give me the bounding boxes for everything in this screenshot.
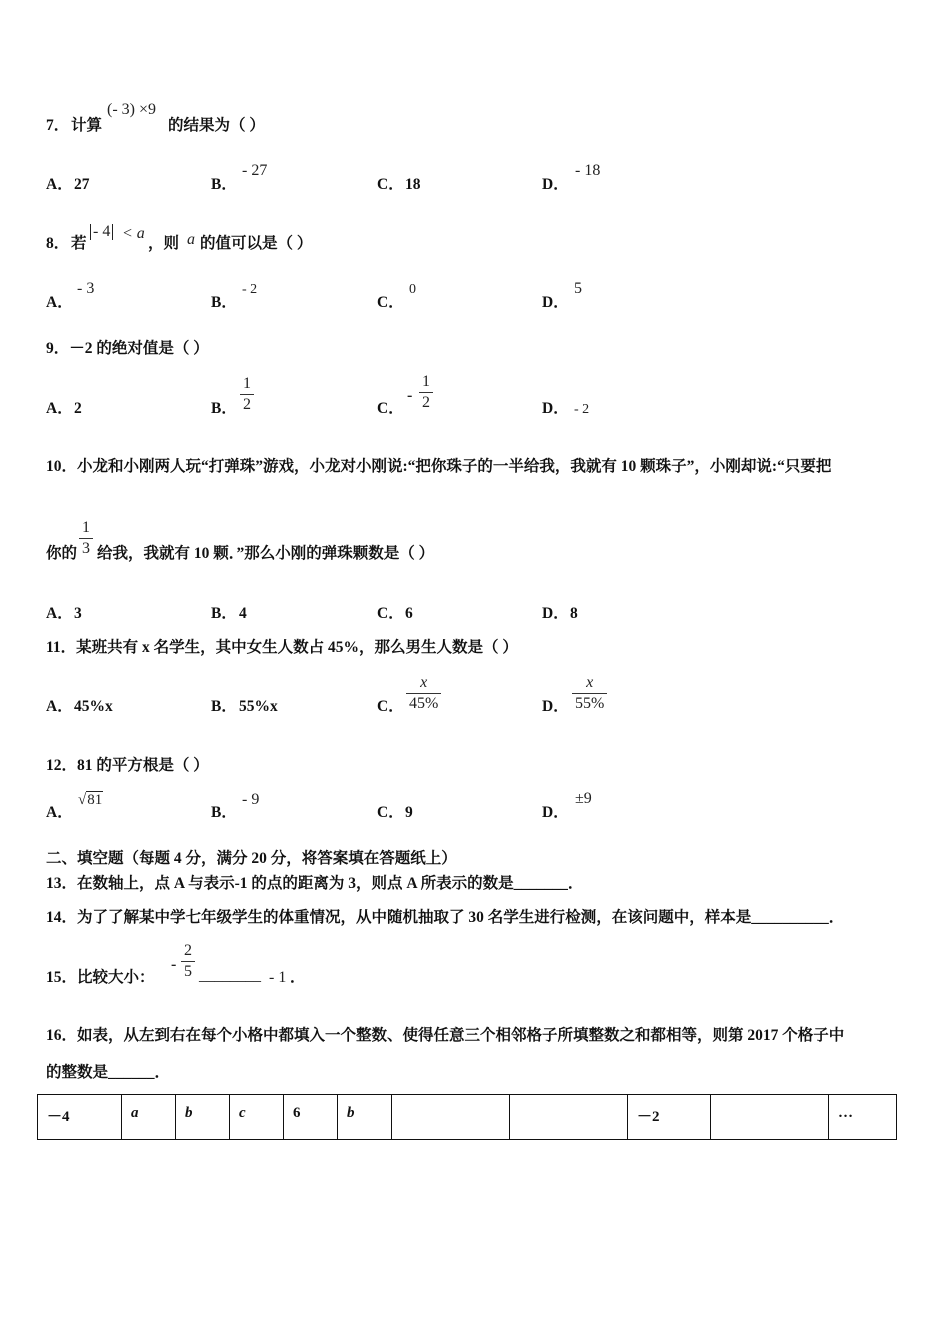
grid-cell-9: －2 (628, 1095, 711, 1140)
q10-option-d-value: 8 (570, 605, 578, 622)
q11-option-d-numerator: x (572, 675, 607, 694)
q10-option-c-label: C． (377, 605, 404, 622)
q11-option-c-denominator: 45% (409, 695, 439, 712)
q8-option-d-value: 5 (574, 280, 582, 297)
q7-expression: (- 3) ×9 (107, 101, 157, 118)
q7-number: 7． (46, 117, 70, 134)
grid-cell-1: －4 (38, 1095, 122, 1140)
q12-option-c-value: 9 (405, 804, 413, 821)
q14-question: 14．为了了解某中学七年级学生的体重情况，从中随机抽取了 30 名学生进行检测，在该问题中，样本是__________． (46, 909, 845, 926)
q15-answer-blank[interactable]: ________ (199, 967, 261, 984)
q12-option-a-radicand: 81 (87, 792, 103, 808)
q13-question: 13．在数轴上，点 A 与表示-1 的点的距离为 3，则点 A 所表示的数是_______． (46, 875, 584, 892)
q9-option-c-numerator: 1 (419, 374, 433, 393)
q8-option-c-value: 0 (409, 282, 416, 297)
q11-option-a-label: A． (46, 698, 73, 715)
q8-inequality: < a (122, 225, 145, 242)
q11-option-d-denominator: 55% (575, 695, 605, 712)
q15-end: ． (290, 969, 306, 986)
q16-line2: 的整数是______． (46, 1064, 171, 1081)
q11-option-c-fraction (406, 675, 441, 712)
q7-option-a-label: A． (46, 176, 73, 193)
q12-question: 12．81 的平方根是（ ） (46, 757, 209, 774)
q8-suffix: 的值可以是（ ） (200, 235, 313, 252)
q12-option-d-value: ±9 (575, 790, 592, 807)
q15-sign: - (171, 956, 177, 973)
q7-suffix: 的结果为（ ） (168, 117, 265, 134)
q7-option-b-value: - 27 (242, 162, 268, 179)
q8-option-a-label: A． (46, 294, 73, 311)
q12-option-a-sqrt (78, 791, 103, 809)
q9-option-c-sign: - (407, 387, 413, 404)
q8-abs-value: - 4 (90, 224, 113, 240)
q11-option-a-value: 45%x (74, 698, 113, 715)
q9-option-c-label: C． (377, 400, 404, 417)
q9-option-b-fraction (240, 376, 254, 413)
section-2-heading: 二、填空题（每题 4 分，满分 20 分，将答案填在答题纸上） (46, 850, 457, 867)
grid-cell-ellipsis: … (829, 1095, 897, 1140)
q10-option-a-value: 3 (74, 605, 82, 622)
q10-option-c-value: 6 (405, 605, 413, 622)
q7-option-d-label: D． (542, 176, 569, 193)
q12-option-c-label: C． (377, 804, 404, 821)
q12-option-a-label: A． (46, 804, 73, 821)
q7-option-d-value: - 18 (575, 162, 601, 179)
grid-cell-4: c (230, 1095, 284, 1140)
grid-cell-5: 6 (284, 1095, 338, 1140)
grid-cell-2: a (122, 1095, 176, 1140)
q15-denominator: 5 (184, 963, 192, 980)
q9-option-c-fraction (419, 374, 433, 411)
radical-sign-icon: √ (78, 792, 87, 808)
q15-rhs: - 1 (269, 969, 287, 986)
q9-option-a-label: A． (46, 400, 73, 417)
q8-variable: a (187, 231, 195, 248)
q7-option-c-label: C． (377, 176, 404, 193)
q10-line1: 10．小龙和小刚两人玩“打弹珠”游戏，小龙对小刚说:“把你珠子的一半给我，我就有 10 颗珠子”，小刚却说:“只要把 (46, 458, 832, 475)
q10-option-d-label: D． (542, 605, 569, 622)
q11-option-d-fraction (572, 675, 607, 712)
q8-then: ，则 (148, 235, 180, 252)
q10-suffix: 给我，我就有 10 颗．”那么小刚的弹珠颗数是（ ） (97, 545, 435, 562)
q8-number: 8． (46, 235, 70, 252)
q9-option-b-numerator: 1 (240, 376, 254, 395)
q16-number-grid (37, 1094, 897, 1140)
q11-option-d-label: D． (542, 698, 569, 715)
q15-fraction (181, 943, 195, 980)
q8-option-c-label: C． (377, 294, 404, 311)
q12-option-d-label: D． (542, 804, 569, 821)
q8-prefix: 若 (71, 235, 87, 252)
q10-option-a-label: A． (46, 605, 73, 622)
q11-option-c-numerator: x (406, 675, 441, 694)
q10-option-b-value: 4 (239, 605, 247, 622)
grid-cell-8[interactable] (510, 1095, 628, 1140)
q10-prefix: 你的 (46, 545, 78, 562)
q9-option-a-value: 2 (74, 400, 82, 417)
grid-row (38, 1095, 897, 1140)
q9-option-c-denominator: 2 (422, 394, 430, 411)
q12-option-b-label: B． (211, 804, 237, 821)
grid-cell-7[interactable] (392, 1095, 510, 1140)
q11-question: 11．某班共有 x 名学生，其中女生人数占 45%，那么男生人数是（ ） (46, 639, 518, 656)
q7-option-b-label: B． (211, 176, 237, 193)
grid-cell-10[interactable] (711, 1095, 829, 1140)
q10-fraction (79, 520, 93, 557)
q8-option-d-label: D． (542, 294, 569, 311)
q9-option-b-denominator: 2 (243, 396, 251, 413)
q16-line1: 16．如表，从左到右在每个小格中都填入一个整数、使得任意三个相邻格子所填整数之和都相等，则第 2017 个格子中 (46, 1027, 845, 1044)
q7-prefix: 计算 (71, 117, 103, 134)
q7-option-a-value: 27 (74, 176, 90, 193)
q9-option-d-value: - 2 (574, 402, 590, 417)
q11-option-b-label: B． (211, 698, 237, 715)
q9-option-b-label: B． (211, 400, 237, 417)
q9-option-d-label: D． (542, 400, 569, 417)
q8-abs-expression (90, 224, 113, 240)
q8-option-a-value: - 3 (77, 280, 95, 297)
q11-option-b-value: 55%x (239, 698, 278, 715)
q15-prefix: 15．比较大小： (46, 969, 155, 986)
q8-option-b-value: - 2 (242, 282, 258, 297)
q10-option-b-label: B． (211, 605, 237, 622)
q8-option-b-label: B． (211, 294, 237, 311)
q11-option-c-label: C． (377, 698, 404, 715)
grid-cell-6: b (338, 1095, 392, 1140)
q15-numerator: 2 (181, 943, 195, 962)
q12-option-b-value: - 9 (242, 791, 260, 808)
q7-option-c-value: 18 (405, 176, 421, 193)
q9-question: 9．－2 的绝对值是（ ） (46, 340, 209, 357)
q10-fraction-numerator: 1 (79, 520, 93, 539)
q10-fraction-denominator: 3 (82, 540, 90, 557)
grid-cell-3: b (176, 1095, 230, 1140)
